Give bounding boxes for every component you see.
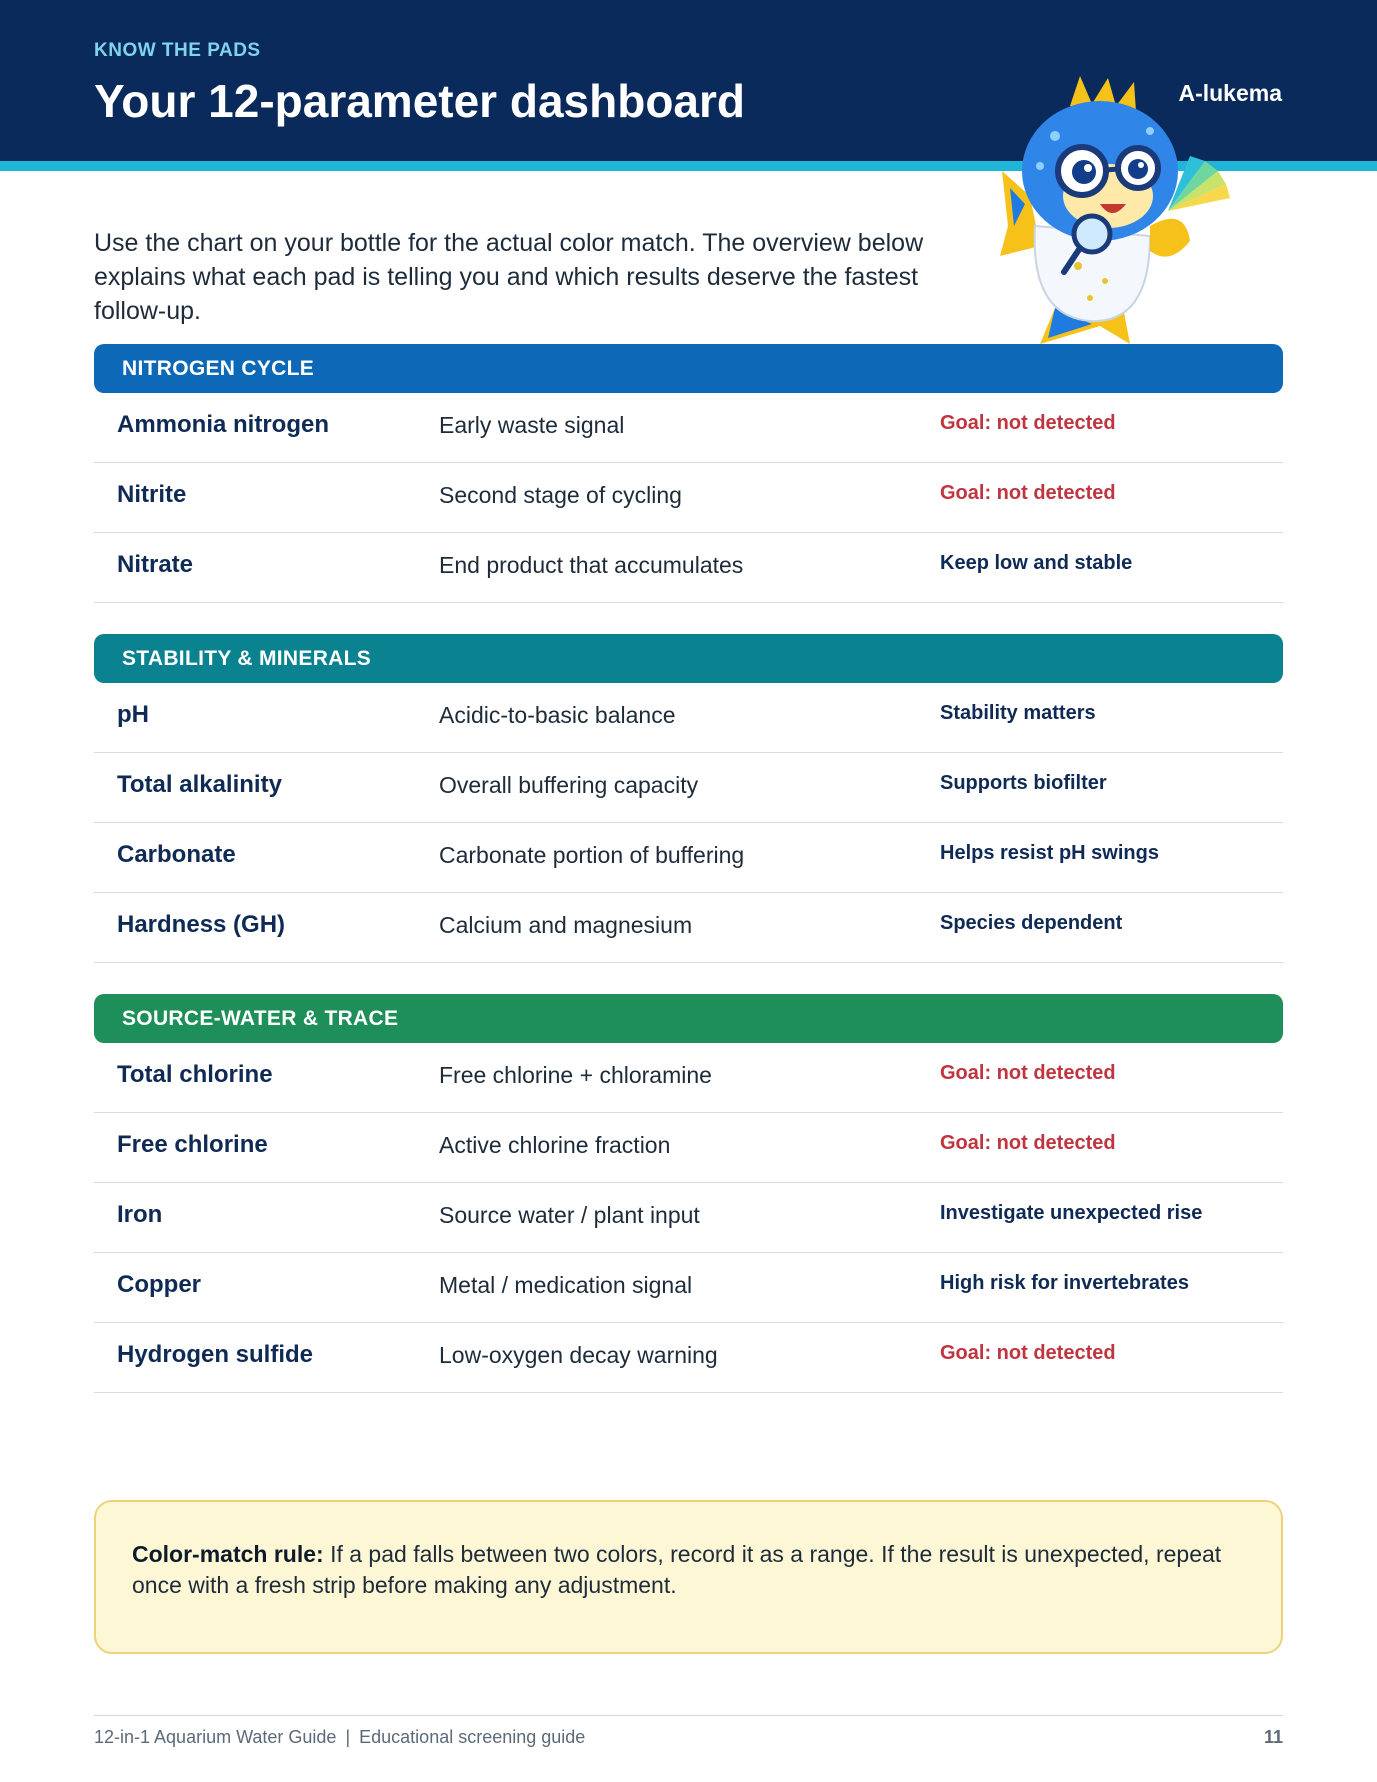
footer-separator: | bbox=[345, 1727, 351, 1747]
table-row bbox=[94, 533, 1283, 603]
parameter-description: End product that accumulates bbox=[439, 552, 744, 578]
parameter-goal: Supports biofilter bbox=[940, 772, 1107, 794]
brand-name: A-lukema bbox=[1178, 80, 1282, 106]
color-match-rule-callout bbox=[94, 1500, 1283, 1654]
parameter-description: Carbonate portion of buffering bbox=[439, 842, 745, 868]
intro-paragraph: Use the chart on your bottle for the actual color match. The overview below explains what each pad is telling you and which results deserve the fastest follow-up. bbox=[94, 229, 924, 325]
parameter-name: Total chlorine bbox=[117, 1061, 273, 1088]
section-header-source-water-trace: SOURCE-WATER & TRACE bbox=[94, 994, 1283, 1043]
table-row bbox=[94, 393, 1283, 463]
section-header-stability-minerals: STABILITY & MINERALS bbox=[94, 634, 1283, 683]
parameter-goal: Goal: not detected bbox=[940, 1342, 1116, 1364]
parameter-goal: Helps resist pH swings bbox=[940, 842, 1159, 864]
parameter-name: Hydrogen sulfide bbox=[117, 1341, 314, 1368]
parameter-goal: High risk for invertebrates bbox=[940, 1272, 1189, 1294]
footer-divider bbox=[94, 1715, 1283, 1716]
footer-subtitle: Educational screening guide bbox=[359, 1727, 586, 1747]
parameter-name: Free chlorine bbox=[117, 1131, 268, 1158]
parameter-description: Active chlorine fraction bbox=[439, 1132, 671, 1158]
footer-guide-title: 12-in-1 Aquarium Water Guide bbox=[94, 1727, 337, 1747]
callout-text: If a pad falls between two colors, record it as a range. If the result is unexpected, repeat once with a fresh strip before making any adjustment. bbox=[132, 1541, 1222, 1598]
parameter-name: Ammonia nitrogen bbox=[117, 411, 330, 438]
parameter-description: Calcium and magnesium bbox=[439, 912, 693, 938]
parameter-description: Early waste signal bbox=[439, 412, 625, 438]
parameter-description: Metal / medication signal bbox=[439, 1272, 693, 1298]
parameter-description: Source water / plant input bbox=[439, 1202, 700, 1228]
section-header-nitrogen-cycle: NITROGEN CYCLE bbox=[94, 344, 1283, 393]
table-row bbox=[94, 1183, 1283, 1253]
parameter-goal: Goal: not detected bbox=[940, 482, 1116, 504]
parameter-description: Low-oxygen decay warning bbox=[439, 1342, 718, 1368]
table-row bbox=[94, 1323, 1283, 1393]
table-row bbox=[94, 1043, 1283, 1113]
parameter-description: Second stage of cycling bbox=[439, 482, 682, 508]
parameter-goal: Goal: not detected bbox=[940, 412, 1116, 434]
parameter-name: Copper bbox=[117, 1271, 201, 1298]
parameter-description: Overall buffering capacity bbox=[439, 772, 699, 798]
parameter-description: Free chlorine + chloramine bbox=[439, 1062, 712, 1088]
parameter-goal: Species dependent bbox=[940, 912, 1123, 934]
table-row bbox=[94, 683, 1283, 753]
page-title: Your 12-parameter dashboard bbox=[94, 75, 746, 127]
parameter-name: Nitrate bbox=[117, 551, 194, 578]
parameter-name: Carbonate bbox=[117, 841, 236, 868]
page-number: 11 bbox=[1263, 1727, 1283, 1747]
parameter-description: Acidic-to-basic balance bbox=[439, 702, 676, 728]
parameter-name: Iron bbox=[117, 1201, 163, 1228]
table-row bbox=[94, 1253, 1283, 1323]
table-row bbox=[94, 823, 1283, 893]
parameter-goal: Goal: not detected bbox=[940, 1062, 1116, 1084]
parameter-goal: Keep low and stable bbox=[940, 552, 1133, 574]
table-row bbox=[94, 753, 1283, 823]
parameter-name: Nitrite bbox=[117, 481, 187, 508]
parameter-name: Hardness (GH) bbox=[117, 911, 286, 938]
callout-label: Color-match rule: bbox=[132, 1541, 324, 1567]
parameter-name: Total alkalinity bbox=[117, 771, 282, 798]
table-row bbox=[94, 463, 1283, 533]
footer-title bbox=[94, 1727, 585, 1748]
table-row bbox=[94, 893, 1283, 963]
parameter-goal: Investigate unexpected rise bbox=[940, 1202, 1203, 1224]
eyebrow-label: KNOW THE PADS bbox=[94, 40, 261, 61]
parameter-goal: Goal: not detected bbox=[940, 1132, 1116, 1154]
parameter-name: pH bbox=[117, 701, 149, 728]
fish-scientist-mascot-icon bbox=[1000, 76, 1250, 346]
parameter-goal: Stability matters bbox=[940, 702, 1096, 724]
table-row bbox=[94, 1113, 1283, 1183]
